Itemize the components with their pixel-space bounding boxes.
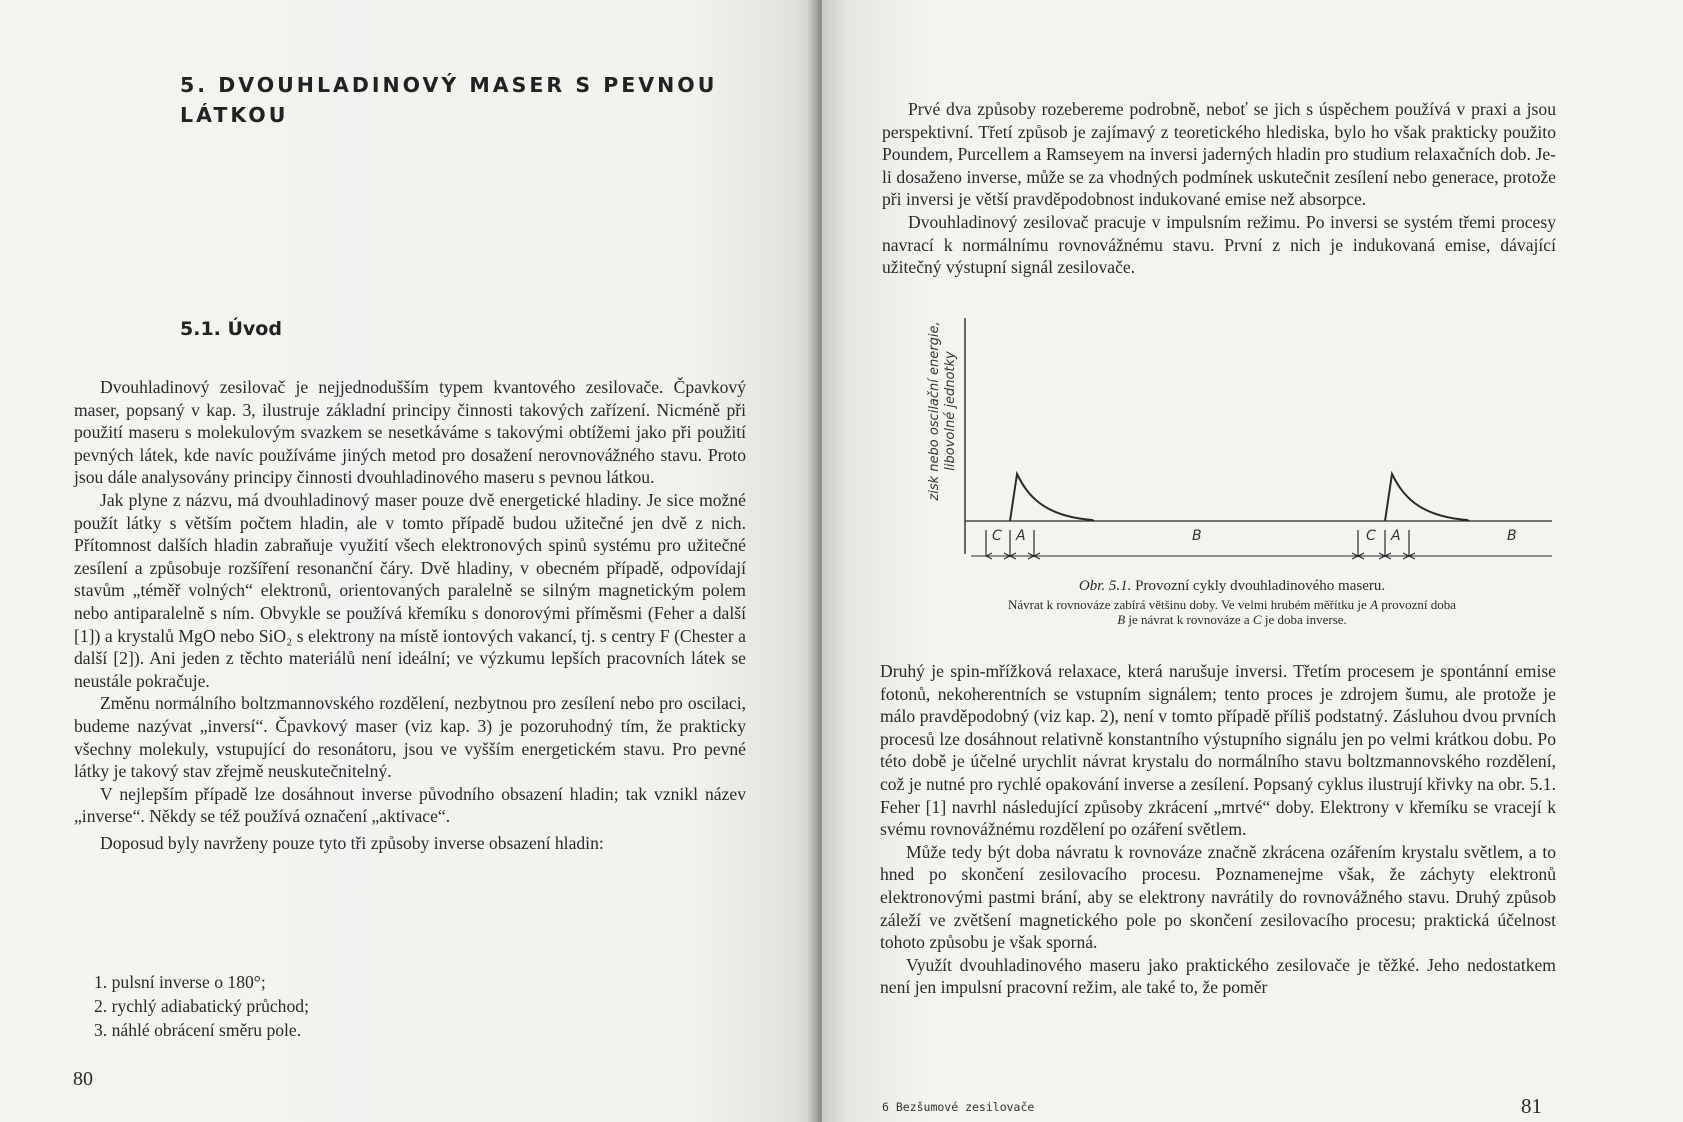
segment-label-b: B: [1192, 528, 1202, 544]
page-number: 81: [1521, 1094, 1542, 1118]
paragraph: Druhý je spin-mřížková relaxace, která narušuje inversi. Třetím procesem je spontánní emise fotonů, nekoherentních se vstupním signálem; tento proces je zdrojem šumu, ale protože je málo pravděpodobný (viz kap. 2), není v tomto případě příliš podstatný. Zásluhou dvou prvních procesů lze dosáhnout relativně konstantního výstupního signálu jen po velmi krátkou dobu. Po této době je účelné urychlit návrat krystalu do normálního stavu boltzmannovského rozdělení, což je nutné pro rychlé opakování inverse a zesílení. Popsaný cyklus ilustrují křivky na obr. 5.1. Feher [1] navrhl následující způsoby zkrácení „mrtvé“ doby. Elektrony v křemíku se vracejí k svému rovnovážnému rozdělení po ozáření světlem.: [880, 661, 1556, 840]
caption-title-line: [882, 578, 1582, 594]
y-axis-label-line: libovolné jednotky: [943, 351, 958, 471]
signature-mark: 6 Bezšumové zesilovače: [882, 1100, 1035, 1114]
caption-body: [882, 597, 1582, 627]
paragraph: Jak plyne z názvu, má dvouhladinový maser pouze dvě energetické hladiny. Je sice možné použít látky s větším počtem hladin, ale v tomto případě budou užitečné jen dvě z nich. Přítomnost dalších hladin zabraňuje využití všech elektronových spinů systému pro užitečné zesílení a způsobuje rozšíření resonanční čáry. Dvě hladiny, v obecném případě, odpovídají stavům „téměř volných“ elektronů, orientovaných paralelně se silným magnetickým polem nebo antiparalelně s ním. Obvykle se používá křemíku s donorovými příměsmi (Feher a další [1]) a krystalů MgO nebo SiO₂ s elektrony na místě iontových vakancí, tj. s centry F (Chester a další [2]). Ani jeden z těchto materiálů není ideální; ve výzkumu lepších pracovních látek se neustále pokračuje.: [74, 489, 746, 691]
y-axis-label: [927, 296, 959, 526]
paragraph: Může tedy být doba návratu k rovnováze značně zkrácena ozářením krystalu světlem, a to hned po skončení zesilovacího procesu. Poznamenejme však, že záchyty elektronů elektronovými pastmi brání, aby se elektrony navrátily do rovnovážného stavu. Druhý způsob záleží ve zvětšení magnetického pole po skončení zesilovacího procesu; praktická účelnost tohoto způsobu je však sporná.: [880, 841, 1556, 953]
gain-pulse-2: [1385, 474, 1469, 521]
paragraph: Dvouhladinový zesilovač je nejjednodušším typem kvantového zesilovače. Čpavkový maser, popsaný v kap. 3, ilustruje základní principy činnosti takových zařízení. Nicméně při použití maseru s molekulovým svazkem se nesetkáváme s takovými obtížemi jako při použití pevných látek, kde navíc používáme jiných metod pro dosažení nerovnovážného stavu. Proto jsou dále analysovány principy činnosti dvouhladinového maseru s pevnou látkou.: [74, 377, 746, 488]
caption-symbol: C: [1252, 612, 1262, 627]
right-body-text-top: [882, 98, 1556, 279]
left-body-text: [74, 376, 746, 854]
gain-pulse-1: [1010, 474, 1094, 521]
caption-title: Provozní cykly dvouhladinového maseru.: [1135, 578, 1386, 594]
segment-label-b: B: [1507, 528, 1517, 544]
caption-symbol: A: [1370, 597, 1379, 612]
list-item: 1. pulsní inverse o 180°;: [94, 972, 266, 992]
cycle-diagram: [882, 316, 1582, 578]
paragraph: Dvouhladinový zesilovač pracuje v impulsním režimu. Po inversi se systém třemi procesy navrací k normálnímu rovnovážnému stavu. První z nich je indukovaná emise, dávající užitečný výstupní signál zesilovače.: [882, 211, 1556, 278]
left-page: [0, 0, 815, 1122]
segment-label-c: C: [992, 528, 1002, 544]
segment-label-a: A: [1391, 528, 1401, 544]
paragraph: Využít dvouhladinového maseru jako praktického zesilovače je těžké. Jeho nedostatkem není jen impulsní pracovní režim, ale také to, že poměr: [880, 954, 1556, 998]
list-item: 3. náhlé obrácení směru pole.: [94, 1020, 302, 1040]
figure-caption: [882, 578, 1582, 627]
paragraph: Změnu normálního boltzmannovského rozdělení, nezbytnou pro zesílení nebo pro oscilaci, budeme nazývat „inversí“. Čpavkový maser (viz kap. 3) je pozoruhodný tím, že prakticky všechny molekuly, vstupující do resonátoru, jsou ve vyšším energetickém stavu. Pro pevné látky je takový stav zřejmě neuskutečnitelný.: [74, 693, 746, 782]
caption-text: je doba inverse.: [1264, 612, 1347, 627]
chapter-title: 5. DVOUHLADINOVÝ MASER S PEVNOU LÁTKOU: [180, 73, 718, 127]
caption-text: je návrat k rovnováze a: [1128, 612, 1250, 627]
paragraph: V nejlepším případě lze dosáhnout inverse původního obsazení hladin; tak vznikl název „inverse“. Někdy se též používá označení „aktivace“.: [74, 783, 746, 827]
paragraph: Prvé dva způsoby rozebereme podrobně, neboť se jich s úspěchem používá v praxi a jsou perspektivní. Třetí způsob je zajímavý z teoretického hlediska, bylo ho však prakticky použito Poundem, Purcellem a Ramseyem na inversi jaderných hladin pro studium relaxačních dob. Je-li dosaženo inverse, může se za vhodných podmínek uskutečnit zesílení nebo generace, protože při inversi je větší pravděpodobnost indukované emise než absorpce.: [882, 99, 1556, 210]
segment-label-a: A: [1016, 528, 1026, 544]
section-title: 5.1. Úvod: [180, 318, 282, 340]
caption-text: Návrat k rovnováze zabírá většinu doby. Ve velmi hrubém měřítku je: [1007, 597, 1367, 612]
caption-symbol: B: [1117, 612, 1126, 627]
figure-5-1: [882, 316, 1582, 636]
y-axis-label-line: zisk nebo oscilační energie,: [927, 321, 942, 501]
right-body-text-bottom: [880, 660, 1556, 999]
list-item: 2. rychlý adiabatický průchod;: [94, 996, 309, 1016]
page-number: 80: [73, 1068, 93, 1090]
inversion-methods-list: [94, 970, 594, 1042]
paragraph: Doposud byly navrženy pouze tyto tři způsoby inverse obsazení hladin:: [100, 832, 604, 853]
figure-number: Obr. 5.1.: [1078, 578, 1132, 594]
caption-text: provozní doba: [1381, 597, 1457, 612]
right-page: [822, 0, 1683, 1122]
segment-label-c: C: [1366, 528, 1376, 544]
